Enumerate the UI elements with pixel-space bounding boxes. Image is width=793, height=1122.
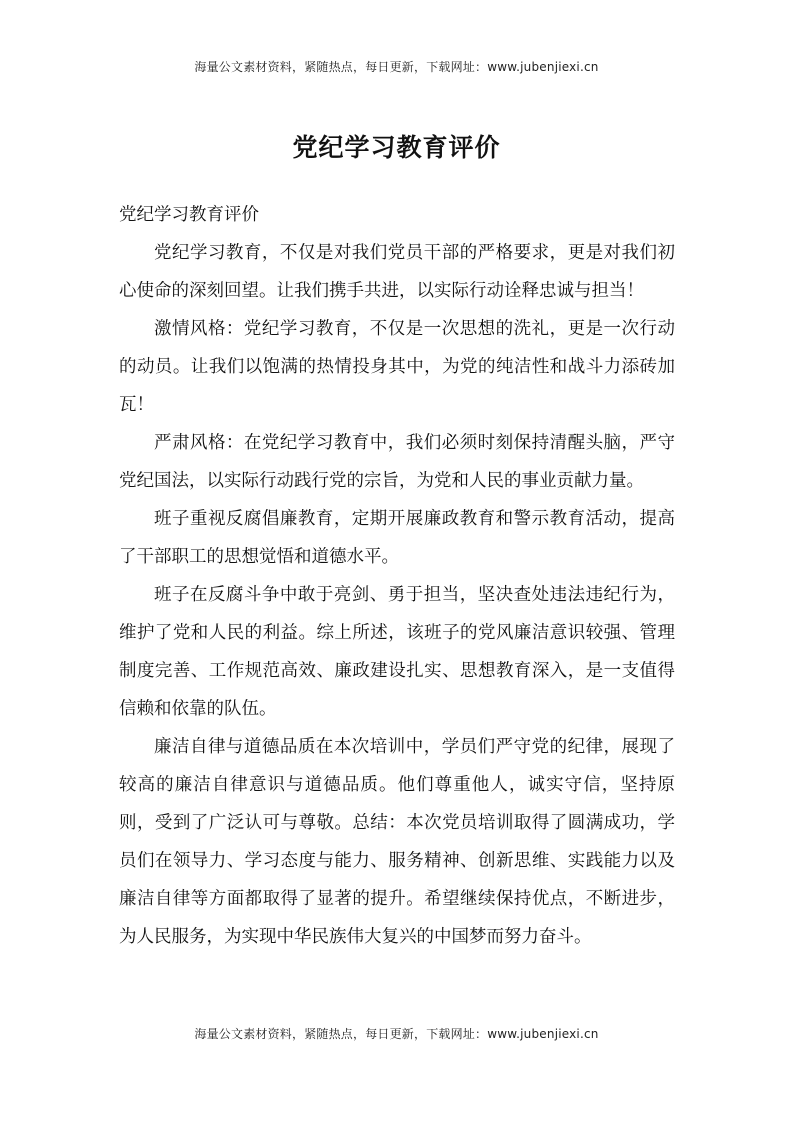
paragraph-2: 激情风格：党纪学习教育，不仅是一次思想的洗礼，更是一次行动的动员。让我们以饱满的热情投身其中，为党的纯洁性和战斗力添砖加瓦！ (119, 319, 675, 415)
paragraph-4: 班子重视反腐倡廉教育，定期开展廉政教育和警示教育活动，提高了干部职工的思想觉悟和道德水平。 (119, 509, 675, 567)
paragraph-5: 班子在反腐斗争中敢于亮剑、勇于担当，坚决查处违法违纪行为，维护了党和人民的利益。综上所述，该班子的党风廉洁意识较强、管理制度完善、工作规范高效、廉政建设扎实、思想教育深入，是一支值得信赖和依靠的队伍。 (119, 585, 675, 719)
paragraph-1: 党纪学习教育，不仅是对我们党员干部的严格要求，更是对我们初心使命的深刻回望。让我们携手共进，以实际行动诠释忠诚与担当！ (119, 243, 675, 301)
page-footer: 海量公文素材资料，紧随热点，每日更新，下载网址：www.jubenjiexi.cn (194, 1027, 599, 1041)
document-title: 党纪学习教育评价 (292, 133, 501, 162)
page-header: 海量公文素材资料，紧随热点，每日更新，下载网址：www.jubenjiexi.cn (194, 60, 599, 74)
paragraph-6: 廉洁自律与道德品质在本次培训中，学员们严守党的纪律，展现了较高的廉洁自律意识与道德品质。他们尊重他人，诚实守信，坚持原则，受到了广泛认可与尊敬。总结：本次党员培训取得了圆满成功，学员们在领导力、学习态度与能力、服务精神、创新思维、实践能力以及廉洁自律等方面都取得了显著的提升。希望继续保持优点，不断进步，为人民服务，为实现中华民族伟大复兴的中国梦而努力奋斗。 (119, 737, 675, 947)
document-subtitle: 党纪学习教育评价 (119, 205, 259, 225)
document-body (119, 196, 675, 956)
paragraph-3: 严肃风格：在党纪学习教育中，我们必须时刻保持清醒头脑，严守党纪国法，以实际行动践行党的宗旨，为党和人民的事业贡献力量。 (119, 433, 675, 491)
